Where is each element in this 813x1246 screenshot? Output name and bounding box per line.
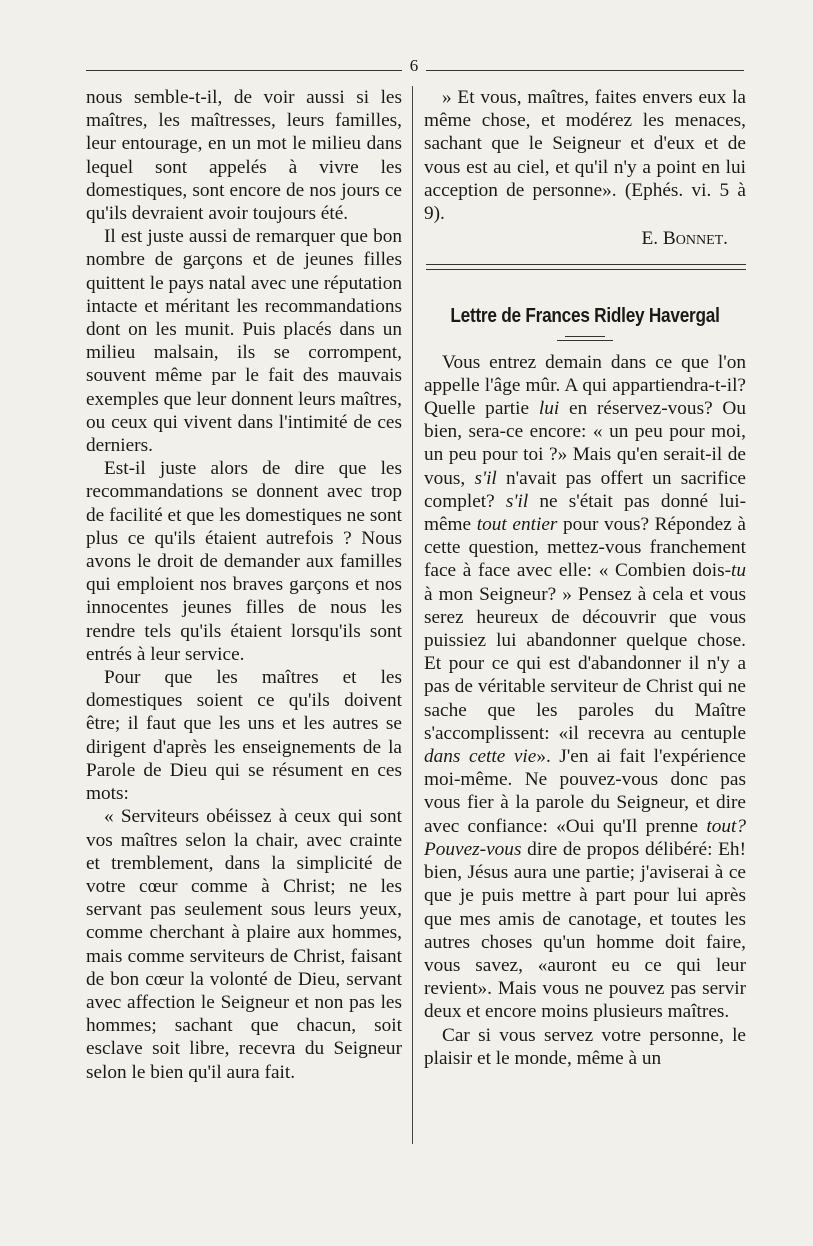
paragraph: Il est juste aussi de remarquer que bon nombre de garçons et de jeunes filles quittent le pays natal avec une réputation intacte et méritant les recommandations dont on les munit. Puis placés dans un milieu malsain, ils se corrompent, souvent même par le fait des mauvais exemples que leur donnent leurs maîtres, ou ceux qui vivent dans l'intimité de ces derniers.	[86, 226, 402, 457]
paragraph: Pour que les maîtres et les domestiques soient ce qu'ils doivent être; il faut que les uns et les autres se dirigent d'après les enseignements de la Parole de Dieu qui se résument en ces mots:	[86, 667, 402, 805]
article-paragraph: Car si vous servez votre personne, le plaisir et le monde, même à un	[424, 1024, 746, 1069]
scripture-quote: « Serviteurs obéissez à ceux qui sont vos maîtres selon la chair, avec crainte et tremblement, dans la simplicité de votre cœur comme à Christ; ne les servant pas seulement sous leurs yeux, comme cherchant à plaire aux hommes, mais comme serviteurs de Christ, faisant de bon cœur la volonté de Dieu, servant avec affection le Seigneur et non pas les hommes; sachant que chacun, soit esclave soit libre, recevra du Seigneur selon le bien qu'il aura fait.	[86, 806, 402, 1083]
title-ornament	[557, 336, 613, 341]
emphasis: s'il	[505, 490, 529, 512]
section-divider	[426, 264, 746, 270]
text-run: dire de propos délibéré: Eh! bien, Jésus aura une partie; j'aviserai à ce que je puis mettre à part pour lui après que mes amis de canotage, et toutes les autres choses qu'un homme doit faire, vous savez, «auront eu ce qui leur revient». Mais vous ne pouvez pas servir deux et encore moins plusieurs maîtres.	[424, 838, 746, 1023]
emphasis: tout? Pouvez-vous	[424, 815, 746, 860]
scripture-quote-end: » Et vous, maîtres, faites envers eux la même chose, et modérez les menaces, sachant que le Seigneur et d'eux et de vous est au ciel, et qu'il n'y a point en lui acception de personne». (Ephés. vi. 5 à 9).	[424, 87, 746, 225]
text-run: ». J'en ai fait l'expérience moi-même. Ne pouvez-vous donc pas vous fier à la parole du Seigneur, et dire avec confiance: «Oui qu'Il prenne	[424, 746, 746, 837]
text-run: n'avait pas offert un sacrifice complet?	[424, 467, 746, 512]
article-title: Lettre de Frances Ridley Havergal	[450, 304, 720, 328]
emphasis: dans cette vie	[424, 746, 537, 768]
paragraph: nous semble-t-il, de voir aussi si les maîtres, les maîtresses, leurs familles, leur entourage, en un mot le milieu dans lequel sont appelés à vivre les domestiques, sont encore de nos jours ce qu'ils devraient avoir toujours été.	[86, 87, 402, 225]
emphasis: lui	[538, 398, 560, 420]
emphasis: tu	[731, 560, 746, 582]
article-paragraph	[424, 351, 746, 1024]
signature: E. Bonnet.	[641, 228, 728, 250]
emphasis: s'il	[474, 467, 497, 489]
header-rule-left	[86, 70, 402, 71]
text-run: en réservez-vous? Ou bien, sera-ce encore: « un peu pour moi, un peu pour toi ?» Mais qu'en serait-il de vous,	[424, 398, 746, 489]
right-column	[424, 86, 746, 1070]
text-run: à mon Seigneur? » Pensez à cela et vous serez heureux de découvrir que vous puissiez lui abandonner quelque chose. Et pour ce qui est d'abandonner il n'y a pas de véritable serviteur de Christ qui ne sache que les paroles du Maître s'accomplissent: «il recevra au centuple	[424, 583, 746, 744]
column-divider	[412, 86, 413, 1144]
page-number: 6	[409, 56, 419, 75]
text-run: pour vous? Répondez à cette question, mettez-vous franchement face à face avec elle: « Combien dois-	[424, 514, 746, 582]
text-run: ne s'était pas donné lui-même	[424, 490, 746, 536]
text-run: Vous entrez demain dans ce que l'on appelle l'âge mûr. A qui appartiendra-t-il? Quelle partie	[424, 351, 746, 420]
left-column	[86, 86, 402, 1084]
emphasis: tout entier	[476, 514, 558, 536]
paragraph: Est-il juste alors de dire que les recommandations se donnent avec trop de facilité et que les domestiques ne sont plus ce qu'ils étaient autrefois ? Nous avons le droit de demander aux familles qui emploient nos braves garçons et nos innocentes jeunes filles de nous les rendre tels qu'ils étaient lorsqu'ils sont entrés à leur service.	[86, 458, 402, 665]
header-rule-right	[426, 70, 744, 71]
